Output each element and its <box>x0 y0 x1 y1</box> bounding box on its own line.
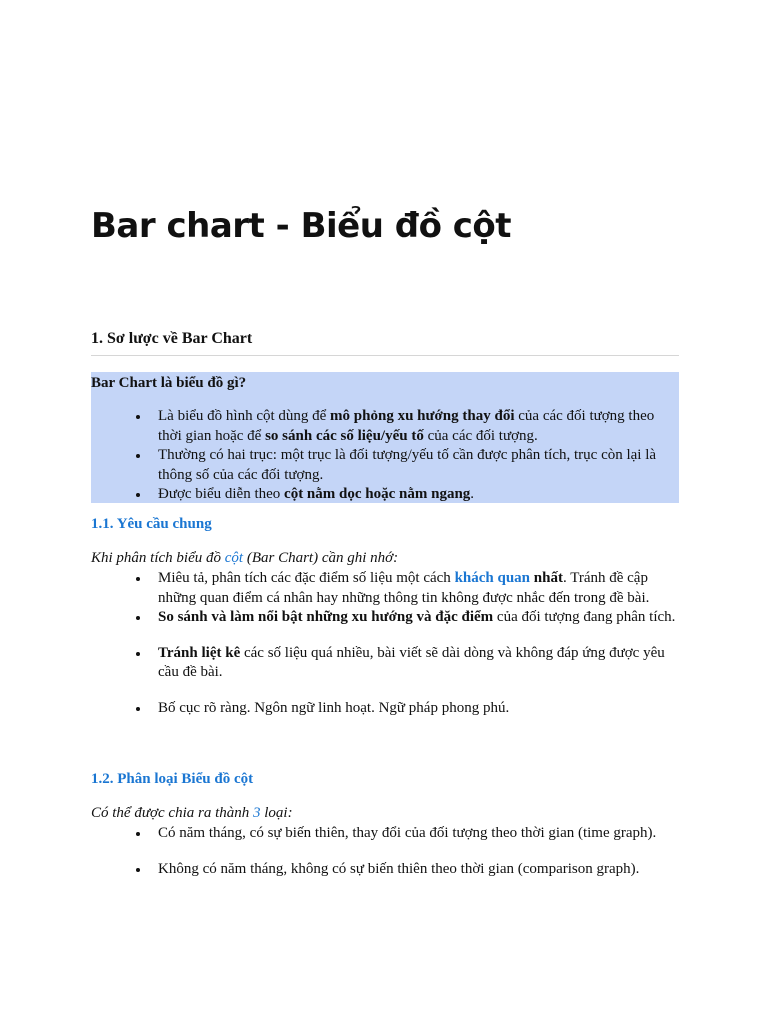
subsection-heading-requirements: 1.1. Yêu cầu chung <box>91 516 212 532</box>
chart-link[interactable]: cột <box>224 550 244 566</box>
highlight-question: Bar Chart là biểu đồ gì? <box>91 375 247 391</box>
list-item: Có năm tháng, có sự biến thiên, thay đổi của đối tượng theo thời gian (time graph). <box>158 824 680 844</box>
types-count: 3 <box>253 805 261 821</box>
overview-list <box>158 407 678 505</box>
types-intro: Có thể được chia ra thành 3 loại: <box>91 805 293 821</box>
requirements-intro: Khi phân tích biểu đồ cột (Bar Chart) cần ghi nhớ: <box>91 550 399 566</box>
document-title: Bar chart - Biểu đồ cột <box>91 206 512 246</box>
types-list <box>158 824 680 879</box>
list-item: Được biểu diễn theo cột nằm dọc hoặc nằm ngang. <box>158 485 678 505</box>
list-item: Miêu tả, phân tích các đặc điểm số liệu một cách khách quan nhất. Tránh đề cập những quan điểm cá nhân hay những thông tin không được nhắc đến trong đề bài. <box>158 569 680 608</box>
list-item: Không có năm tháng, không có sự biến thiên theo thời gian (comparison graph). <box>158 860 680 880</box>
objective-link[interactable]: khách quan <box>454 570 531 586</box>
subsection-heading-types: 1.2. Phân loại Biểu đồ cột <box>91 771 254 787</box>
list-item: Tránh liệt kê các số liệu quá nhiều, bài viết sẽ dài dòng và không đáp ứng được yêu cầu đề bài. <box>158 644 680 683</box>
list-item: Thường có hai trục: một trục là đối tượng/yếu tố cần được phân tích, trục còn lại là thông số của các đối tượng. <box>158 446 678 485</box>
requirements-list <box>158 569 680 718</box>
list-item: So sánh và làm nổi bật những xu hướng và đặc điểm của đối tượng đang phân tích. <box>158 608 680 628</box>
list-item: Bố cục rõ ràng. Ngôn ngữ linh hoạt. Ngữ pháp phong phú. <box>158 699 680 719</box>
list-item: Là biểu đồ hình cột dùng để mô phỏng xu hướng thay đổi của các đối tượng theo thời gian hoặc để so sánh các số liệu/yếu tố của các đối tượng. <box>158 407 678 446</box>
section-heading-overview: 1. Sơ lược về Bar Chart <box>91 328 679 356</box>
